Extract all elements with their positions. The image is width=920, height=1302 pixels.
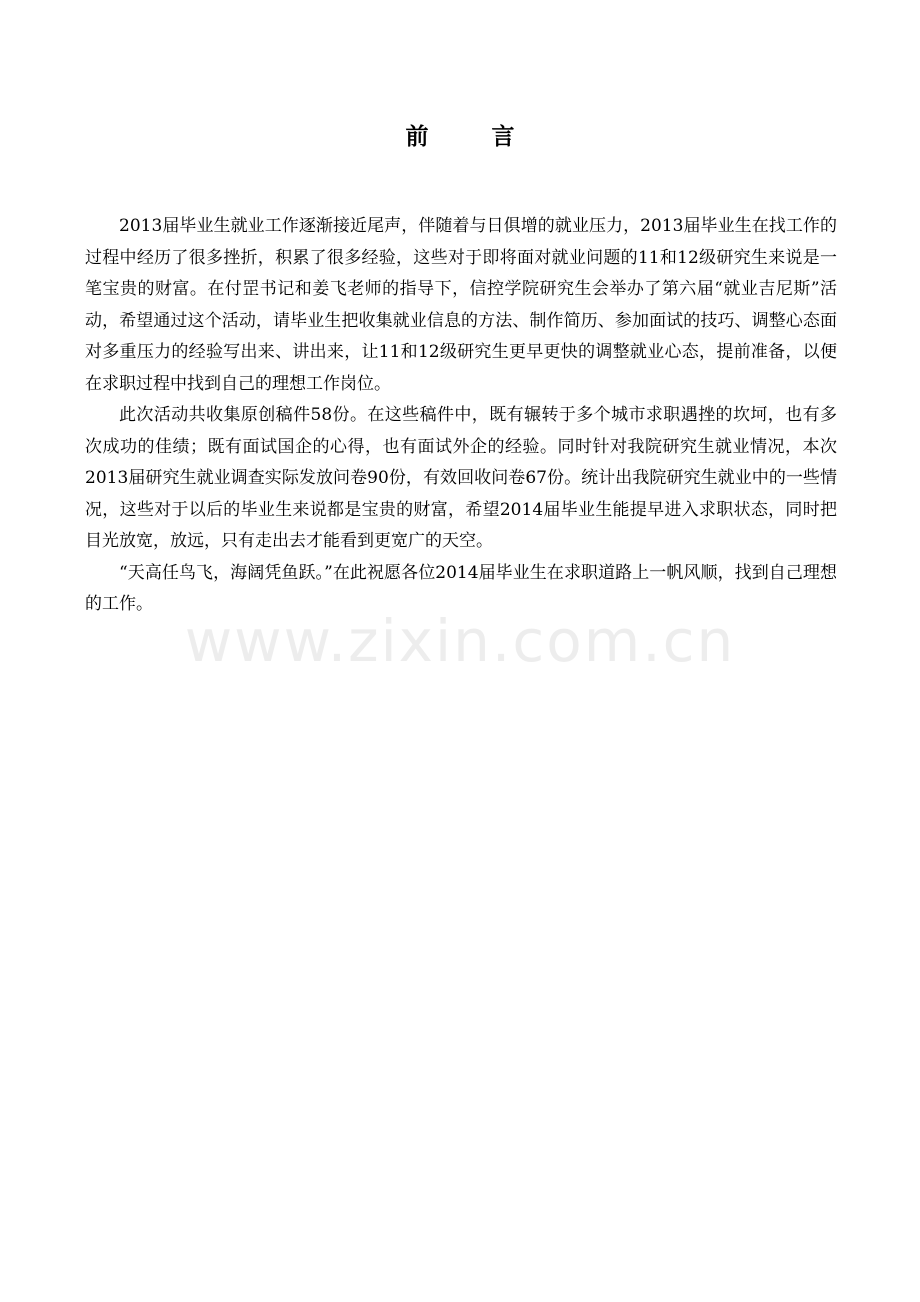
paragraph-activity: 此次活动共收集原创稿件58份。在这些稿件中，既有辗转于多个城市求职遇挫的坎坷，也有多次成功的佳绩；既有面试国企的心得，也有面试外企的经验。同时针对我院研究生就业情况，本次2013届研究生就业调查实际发放问卷90份，有效回收问卷67份。统计出我院研究生就业中的一些情况，这些对于以后的毕业生来说都是宝贵的财富，希望2014届毕业生能提早进入求职状态，同时把目光放宽，放远，只有走出去才能看到更宽广的天空。	[85, 405, 837, 551]
paragraph-intro: 2013届毕业生就业工作逐渐接近尾声，伴随着与日俱增的就业压力，2013届毕业生在找工作的过程中经历了很多挫折，积累了很多经验，这些对于即将面对就业问题的11和12级研究生来说是一笔宝贵的财富。在付罡书记和姜飞老师的指导下，信控学院研究生会举办了第六届“就业吉尼斯”活动，希望通过这个活动，请毕业生把收集就业信息的方法、制作简历、参加面试的技巧、调整心态面对多重压力的经验写出来、讲出来，让11和12级研究生更早更快的调整就业心态，提前准备，以便在求职过程中找到自己的理想工作岗位。	[85, 216, 837, 394]
paragraph-closing: “天高任鸟飞，海阔凭鱼跃。”在此祝愿各位2014届毕业生在求职道路上一帆风顺，找到自己理想的工作。	[85, 562, 837, 614]
body-text	[85, 211, 837, 621]
watermark: www.zixin.com.cn	[184, 607, 736, 675]
page-title: 前 言	[405, 123, 535, 150]
